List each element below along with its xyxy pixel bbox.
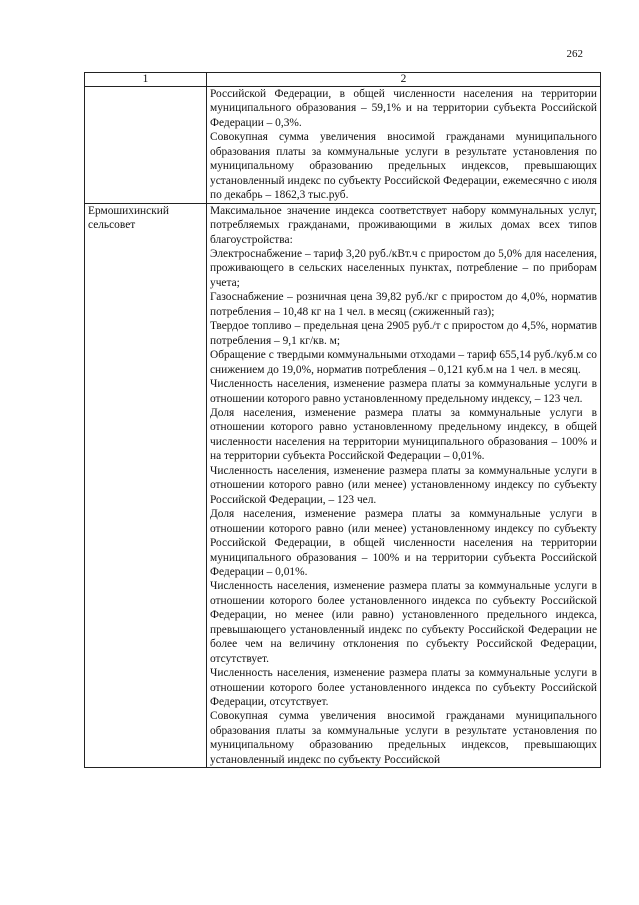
description-cell bbox=[207, 203, 601, 768]
municipality-cell: Ермошихинский сельсовет bbox=[85, 203, 207, 768]
column-header-1: 1 bbox=[85, 73, 207, 87]
paragraph: Российской Федерации, в общей численности населения на территории муниципального образования – 59,1% и на территории субъекта Российской Федерации – 0,3%. bbox=[210, 88, 597, 129]
table-row bbox=[85, 203, 601, 768]
paragraph: Совокупная сумма увеличения вносимой гражданами муниципального образования платы за коммунальные услуги в результате установления по муниципальному образованию предельных индексов, превышающих установленный индекс по субъекту Российской Федерации, ежемесячно с июля по декабрь – 1862,3 тыс.руб. bbox=[210, 131, 597, 202]
paragraph: Максимальное значение индекса соответствует набору коммунальных услуг, потребляемых гражданами, проживающими в жилых домах всех типов благоустройства: bbox=[210, 204, 597, 246]
municipality-cell bbox=[85, 87, 207, 204]
paragraph: Численность населения, изменение размера платы за коммунальные услуги в отношении которого более установленного индекса по субъекту Российской Федерации, но менее (или равно) установленного предельного индекса, превышающего установленный индекс по субъекту Российской Федерации не более чем на величину отклонения по субъекту Российской Федерации, отсутствует. bbox=[210, 580, 597, 665]
paragraph: Газоснабжение – розничная цена 39,82 руб./кг с приростом до 4,0%, норматив потребления – 10,48 кг на 1 чел. в месяц (сжиженный газ); bbox=[210, 291, 597, 318]
paragraph: Численность населения, изменение размера платы за коммунальные услуги в отношении которого более установленного индекса по субъекту Российской Федерации, отсутствует. bbox=[210, 667, 597, 709]
paragraph: Доля населения, изменение размера платы за коммунальные услуги в отношении которого равно (или менее) установленному индексу по субъекту Российской Федерации, в общей численности населения на территории муниципального образования – 100% и на территории субъекта Российской Федерации – 0,01%. bbox=[210, 508, 597, 578]
paragraph: Доля населения, изменение размера платы за коммунальные услуги в отношении которого равно установленному предельному индексу, в общей численности населения на территории муниципального образования – 100% и на территории субъекта Российской Федерации – 0,01%. bbox=[210, 406, 597, 463]
page-number: 262 bbox=[566, 48, 583, 60]
paragraph: Твердое топливо – предельная цена 2905 руб./т с приростом до 4,5%, норматив потребления – 9,1 кг/кв. м; bbox=[210, 320, 597, 347]
table-row bbox=[85, 87, 601, 204]
paragraph: Численность населения, изменение размера платы за коммунальные услуги в отношении которого равно (или менее) установленному индексу по субъекту Российской Федерации, – 123 чел. bbox=[210, 464, 597, 506]
paragraph: Совокупная сумма увеличения вносимой гражданами муниципального образования платы за коммунальные услуги в результате установления по муниципальному образованию предельных индексов, превышающих установленный индекс по субъекту Российской bbox=[210, 710, 597, 766]
paragraph: Обращение с твердыми коммунальными отходами – тариф 655,14 руб./куб.м со снижением до 19,0%, норматив потребления – 0,121 куб.м на 1 чел. в месяц. bbox=[210, 349, 597, 376]
column-header-2: 2 bbox=[207, 73, 601, 87]
paragraph: Численность населения, изменение размера платы за коммунальные услуги в отношении которого равно установленному предельному индексу, – 123 чел. bbox=[210, 378, 597, 405]
paragraph: Электроснабжение – тариф 3,20 руб./кВт.ч с приростом до 5,0% для населения, проживающего в сельских населенных пунктах, потребление – по приборам учета; bbox=[210, 247, 597, 289]
description-cell bbox=[207, 87, 601, 204]
table-header-row bbox=[85, 73, 601, 87]
document-table bbox=[84, 72, 601, 768]
